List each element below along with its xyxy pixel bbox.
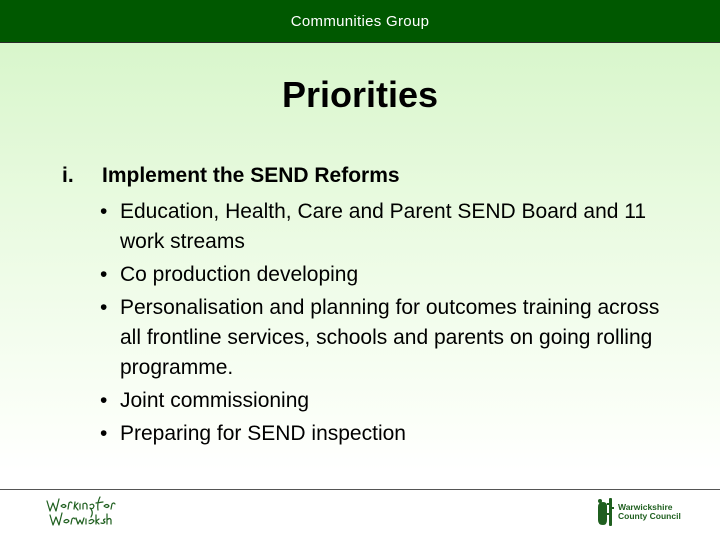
bullet-item — [100, 419, 680, 449]
bullet-icon: • — [100, 389, 108, 412]
bullet-item — [100, 293, 680, 383]
wcc-logo-line1: Warwickshire — [618, 502, 673, 512]
bullet-icon: • — [100, 263, 108, 286]
bullet-item — [100, 260, 680, 290]
warwickshire-county-council-logo — [596, 497, 681, 527]
header-bar — [0, 0, 720, 43]
bullet-list — [100, 197, 680, 452]
wcc-logo-line2: County Council — [618, 511, 681, 521]
footer-divider — [0, 489, 720, 490]
bullet-text: Joint commissioning — [120, 389, 310, 412]
bullet-text: Co production developing — [120, 263, 359, 286]
bullet-item — [100, 197, 680, 257]
section-number: i. — [62, 164, 74, 187]
bullet-text: Personalisation and planning for outcomes training across all frontline services, schools and parents on going rolling programme. — [120, 296, 660, 379]
bullet-icon: • — [100, 422, 108, 445]
bullet-icon: • — [100, 296, 108, 319]
section-heading: Implement the SEND Reforms — [102, 164, 400, 187]
warwickshire-bear-icon — [596, 497, 616, 527]
bullet-icon: • — [100, 200, 108, 223]
slide-title: Priorities — [281, 74, 439, 115]
bullet-text: Preparing for SEND inspection — [120, 422, 406, 445]
bullet-item — [100, 386, 680, 416]
working-for-warwickshire-logo — [44, 493, 116, 536]
bullet-text: Education, Health, Care and Parent SEND Board and 11 work streams — [120, 200, 647, 253]
header-title: Communities Group — [290, 12, 430, 30]
